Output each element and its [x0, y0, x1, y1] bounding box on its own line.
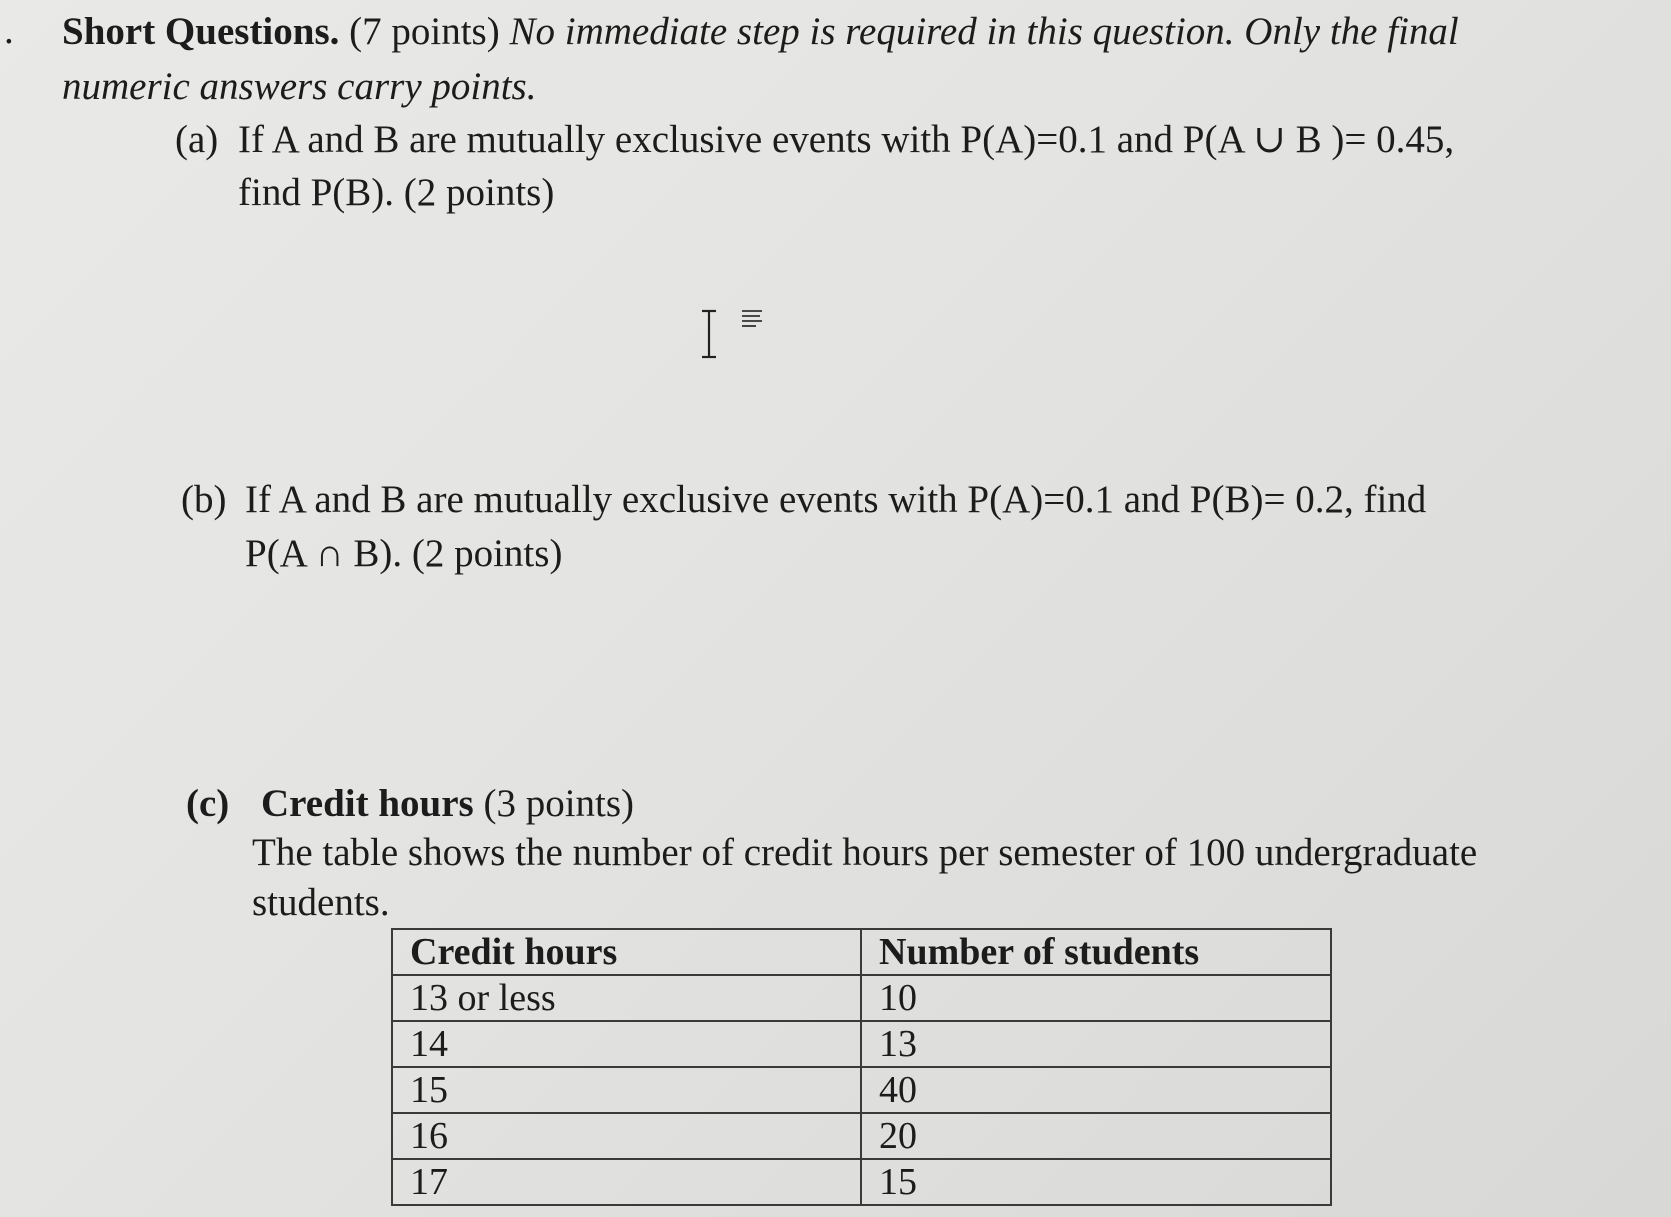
part-c-title-line	[261, 781, 634, 827]
question-header-line1	[62, 9, 1459, 55]
part-c-points: (3 points)	[473, 782, 635, 825]
part-b-line1: If A and B are mutually exclusive events with P(A)=0.1 and P(B)= 0.2, find	[245, 478, 1427, 521]
table-cell: 16	[392, 1113, 861, 1159]
instruction-text-2: numeric answers carry points.	[62, 65, 537, 108]
text-cursor-icon	[694, 308, 764, 360]
table-cell: 15	[392, 1067, 861, 1113]
table-row	[392, 1113, 1331, 1159]
part-a-label: (a)	[175, 118, 219, 161]
table-cell: 14	[392, 1021, 861, 1067]
table-cell: 20	[861, 1113, 1331, 1159]
part-a-line1: If A and B are mutually exclusive events with P(A)=0.1 and P(A ∪ B )= 0.45,	[238, 118, 1455, 161]
table-row	[392, 975, 1331, 1021]
part-c-label: (c)	[186, 782, 230, 825]
instruction-text-1: No immediate step is required in this question. Only the final	[509, 10, 1459, 53]
question-bullet: .	[4, 9, 14, 52]
table-cell: 13 or less	[392, 975, 861, 1021]
table-cell: 13	[861, 1021, 1331, 1067]
table-header-credit-hours: Credit hours	[392, 929, 861, 975]
table-cell: 10	[861, 975, 1331, 1021]
credit-hours-table	[391, 928, 1332, 1206]
table-cell: 15	[861, 1159, 1331, 1205]
part-b-line2: P(A ∩ B). (2 points)	[245, 532, 563, 575]
table-row	[392, 1067, 1331, 1113]
table-row	[392, 1159, 1331, 1205]
table-row	[392, 1021, 1331, 1067]
part-c-desc-line2: students.	[252, 881, 390, 924]
table-header-number-of-students: Number of students	[861, 929, 1331, 975]
part-b-label: (b)	[181, 478, 227, 521]
question-points: (7 points)	[339, 10, 510, 53]
table-cell: 17	[392, 1159, 861, 1205]
question-title: Short Questions.	[62, 10, 340, 53]
table-cell: 40	[861, 1067, 1331, 1113]
table-header-row	[392, 929, 1331, 975]
part-c-desc-line1: The table shows the number of credit hours per semester of 100 undergraduate	[252, 831, 1478, 874]
part-a-line2: find P(B). (2 points)	[238, 171, 555, 214]
part-c-title: Credit hours	[261, 782, 474, 825]
